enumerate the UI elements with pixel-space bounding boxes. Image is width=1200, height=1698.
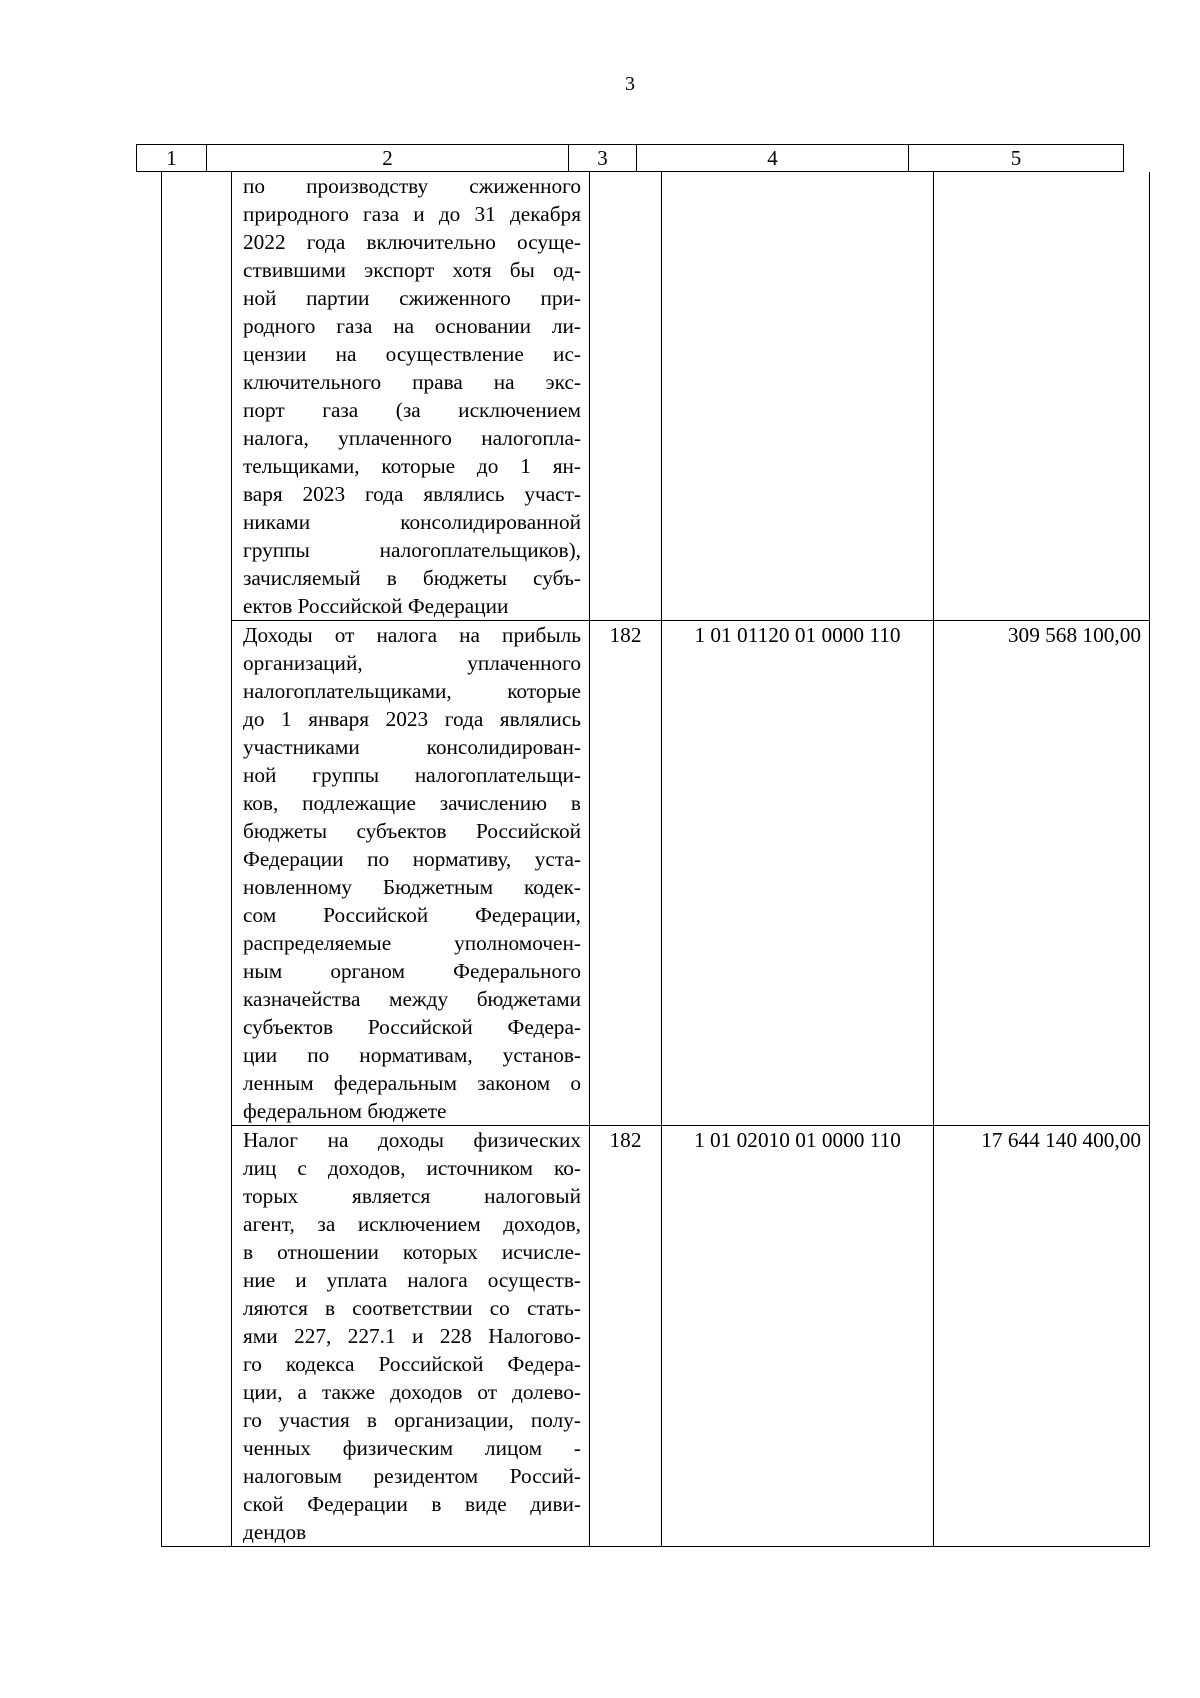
description-line: налога, уплаченного налогопла- xyxy=(243,426,581,450)
budget-classification-code-cell xyxy=(662,172,934,621)
admin-code-cell: 182 xyxy=(590,1126,662,1547)
description-line: го участия в организации, полу- xyxy=(243,1408,581,1432)
description-line: в отношении которых исчисле- xyxy=(243,1240,581,1264)
row-number-cell xyxy=(162,621,232,1126)
description-line: Федерации по нормативу, уста- xyxy=(243,847,581,871)
page-number: 3 xyxy=(625,73,635,95)
description-line: ной партии сжиженного при- xyxy=(243,286,581,310)
description-line: дендов xyxy=(243,1520,307,1544)
header-col-4: 4 xyxy=(637,145,909,172)
description-line: сом Российской Федерации, xyxy=(243,903,581,927)
description-line: Налог на доходы физических xyxy=(243,1128,581,1152)
description-line: ние и уплата налога осуществ- xyxy=(243,1268,581,1292)
description-line: тельщиками, которые до 1 ян- xyxy=(243,454,581,478)
description-line: Доходы от налога на прибыль xyxy=(243,623,581,647)
description-line: порт газа (за исключением xyxy=(243,398,581,422)
header-col-2: 2 xyxy=(207,145,569,172)
description-line: участниками консолидирован- xyxy=(243,735,581,759)
description-line: торых является налоговый xyxy=(243,1184,581,1208)
table-row xyxy=(162,621,1150,1126)
description-line: ков, подлежащие зачислению в xyxy=(243,791,581,815)
description-line: зачисляемый в бюджеты субъ- xyxy=(243,566,581,590)
description-line: го кодекса Российской Федера- xyxy=(243,1352,581,1376)
description-line: ции по нормативам, установ- xyxy=(243,1043,581,1067)
description-line: федеральном бюджете xyxy=(243,1099,447,1123)
description-line: до 1 января 2023 года являлись xyxy=(243,707,581,731)
row-number-cell xyxy=(162,1126,232,1547)
description-line: цензии на осуществление ис- xyxy=(243,342,581,366)
header-col-1: 1 xyxy=(137,145,207,172)
admin-code-cell: 182 xyxy=(590,621,662,1126)
revenue-table-body xyxy=(162,172,1150,1547)
description-line: 2022 года включительно осуще- xyxy=(243,230,581,254)
description-line: ной группы налогоплательщи- xyxy=(243,763,581,787)
description-line: ствившими экспорт хотя бы од- xyxy=(243,258,581,282)
description-line: налогоплательщиками, которые xyxy=(243,679,581,703)
description-line: по производству сжиженного xyxy=(243,174,581,198)
amount-cell: 309 568 100,00 xyxy=(934,621,1150,1126)
revenue-table xyxy=(161,172,1150,1547)
budget-classification-code-cell: 1 01 02010 01 0000 110 xyxy=(662,1126,934,1547)
income-description-cell xyxy=(232,621,590,1126)
description-line: казначейства между бюджетами xyxy=(243,987,581,1011)
description-line: ключительного права на экс- xyxy=(243,370,581,394)
table-row xyxy=(162,172,1150,621)
description-line: ции, а также доходов от долево- xyxy=(243,1380,581,1404)
description-line: лиц с доходов, источником ко- xyxy=(243,1156,581,1180)
column-number-header xyxy=(136,144,1124,172)
description-line: ченных физическим лицом - xyxy=(243,1436,581,1460)
description-line: никами консолидированной xyxy=(243,510,581,534)
row-number-cell xyxy=(162,172,232,621)
description-line: ями 227, 227.1 и 228 Налогово- xyxy=(243,1324,581,1348)
description-line: бюджеты субъектов Российской xyxy=(243,819,581,843)
description-line: родного газа на основании ли- xyxy=(243,314,581,338)
description-line: налоговым резидентом Россий- xyxy=(243,1464,581,1488)
description-line: варя 2023 года являлись участ- xyxy=(243,482,581,506)
description-line: группы налогоплательщиков), xyxy=(243,538,581,562)
header-col-5: 5 xyxy=(909,145,1124,172)
table-row xyxy=(162,1126,1150,1547)
description-line: ляются в соответствии со стать- xyxy=(243,1296,581,1320)
description-line: природного газа и до 31 декабря xyxy=(243,202,581,226)
amount-cell xyxy=(934,172,1150,621)
description-line: ным органом Федерального xyxy=(243,959,581,983)
description-line: распределяемые уполномочен- xyxy=(243,931,581,955)
header-col-3: 3 xyxy=(569,145,637,172)
budget-classification-code-cell: 1 01 01120 01 0000 110 xyxy=(662,621,934,1126)
amount-cell: 17 644 140 400,00 xyxy=(934,1126,1150,1547)
admin-code-cell xyxy=(590,172,662,621)
income-description-cell xyxy=(232,172,590,621)
description-line: новленному Бюджетным кодек- xyxy=(243,875,581,899)
description-line: ектов Российской Федерации xyxy=(243,594,509,618)
income-description-cell xyxy=(232,1126,590,1547)
description-line: агент, за исключением доходов, xyxy=(243,1212,581,1236)
description-line: организаций, уплаченного xyxy=(243,651,581,675)
description-line: субъектов Российской Федера- xyxy=(243,1015,581,1039)
description-line: ской Федерации в виде диви- xyxy=(243,1492,581,1516)
description-line: ленным федеральным законом о xyxy=(243,1071,581,1095)
